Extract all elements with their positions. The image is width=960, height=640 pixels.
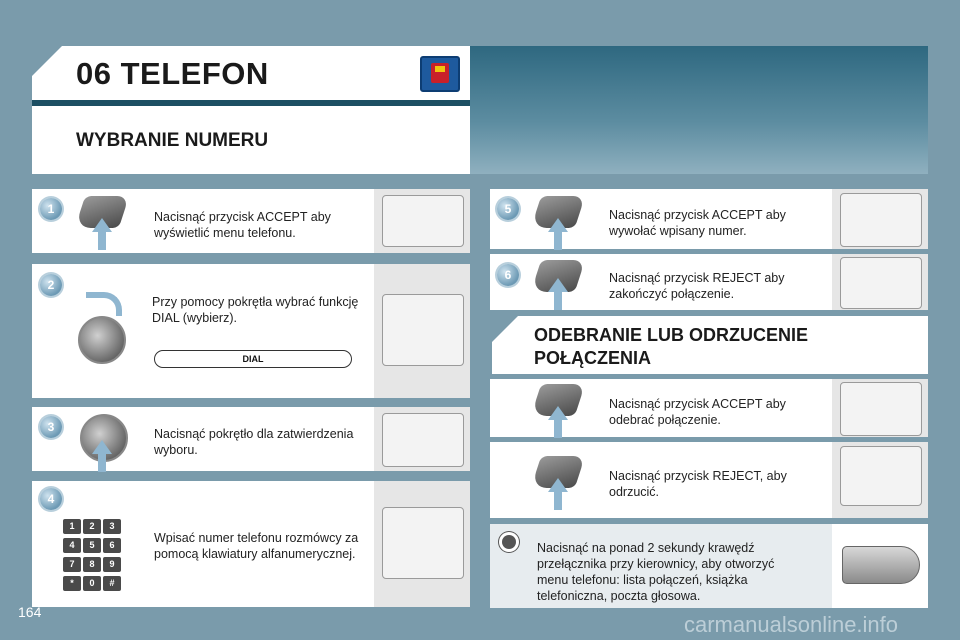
- keypad-key: *: [63, 576, 81, 591]
- control-panel-thumbnail: [832, 254, 928, 310]
- step-text: Nacisnąć pokrętło dla zatwierdzenia wyboru.: [154, 427, 354, 457]
- step-text: Nacisnąć przycisk ACCEPT aby odebrać połączenie.: [609, 397, 786, 427]
- keypad-icon: [62, 516, 126, 592]
- step-text: Nacisnąć przycisk REJECT, aby odrzucić.: [609, 469, 787, 499]
- control-panel-thumbnail: [374, 264, 470, 398]
- control-panel-thumbnail: [374, 189, 470, 253]
- keypad-key: 7: [63, 557, 81, 572]
- control-panel-thumbnail: [374, 407, 470, 471]
- tip-sun-icon: [502, 535, 516, 549]
- keypad-key: 9: [103, 557, 121, 572]
- step-badge: 1: [40, 198, 62, 220]
- header-gradient-panel: [470, 46, 928, 174]
- step-text: Przy pomocy pokrętła wybrać funkcję DIAL (wybierz).: [152, 295, 359, 325]
- keypad-key: 3: [103, 519, 121, 534]
- step-text: Nacisnąć przycisk ACCEPT aby wyświetlić menu telefonu.: [154, 210, 331, 240]
- reject-button-icon: [536, 456, 580, 488]
- dial-menu-label: DIAL: [154, 350, 352, 368]
- press-arrow-icon: [92, 440, 112, 454]
- keypad-key: 0: [83, 576, 101, 591]
- control-panel-thumbnail: [832, 189, 928, 249]
- reject-button-icon: [536, 260, 580, 292]
- keypad-key: 4: [63, 538, 81, 553]
- accept-button-icon: [536, 196, 580, 228]
- accept-button-icon: [80, 196, 124, 228]
- keypad-key: #: [103, 576, 121, 591]
- step-badge: 6: [497, 264, 519, 286]
- press-arrow-stem: [98, 454, 106, 472]
- step-text: Nacisnąć przycisk REJECT aby zakończyć połączenie.: [609, 271, 785, 301]
- step-badge: 5: [497, 198, 519, 220]
- page-number: 164: [18, 604, 42, 620]
- chapter-title: 06 TELEFON: [76, 56, 269, 91]
- keypad-key: 2: [83, 519, 101, 534]
- step-badge: 3: [40, 416, 62, 438]
- control-panel-thumbnail: [832, 442, 928, 518]
- keypad-key: 1: [63, 519, 81, 534]
- tip-text: Nacisnąć na ponad 2 sekundy krawędź przełącznika przy kierownicy, aby otworzyć menu telefonu: lista połączeń, książka telefoniczna, poczta głosowa.: [537, 541, 775, 603]
- rotary-knob-icon: [78, 316, 126, 364]
- step-badge: 4: [40, 488, 62, 510]
- step-text: Nacisnąć przycisk ACCEPT aby wywołać wpisany numer.: [609, 208, 786, 238]
- steering-stalk-thumbnail: [832, 524, 928, 608]
- control-panel-thumbnail: [374, 481, 470, 607]
- section2-title: POŁĄCZENIA: [534, 348, 651, 368]
- watermark: carmanualsonline.info: [684, 612, 899, 637]
- keypad-key: 8: [83, 557, 101, 572]
- keypad-key: 5: [83, 538, 101, 553]
- accept-button-icon: [536, 384, 580, 416]
- keypad-key: 6: [103, 538, 121, 553]
- control-panel-thumbnail: [832, 379, 928, 437]
- phone-book-icon: [420, 56, 460, 92]
- section-title: WYBRANIE NUMERU: [76, 130, 269, 151]
- step-text: Wpisać numer telefonu rozmówcy za pomocą klawiatury alfanumerycznej.: [154, 531, 359, 561]
- section2-title: ODEBRANIE LUB ODRZUCENIE: [534, 325, 809, 345]
- step-badge: 2: [40, 274, 62, 296]
